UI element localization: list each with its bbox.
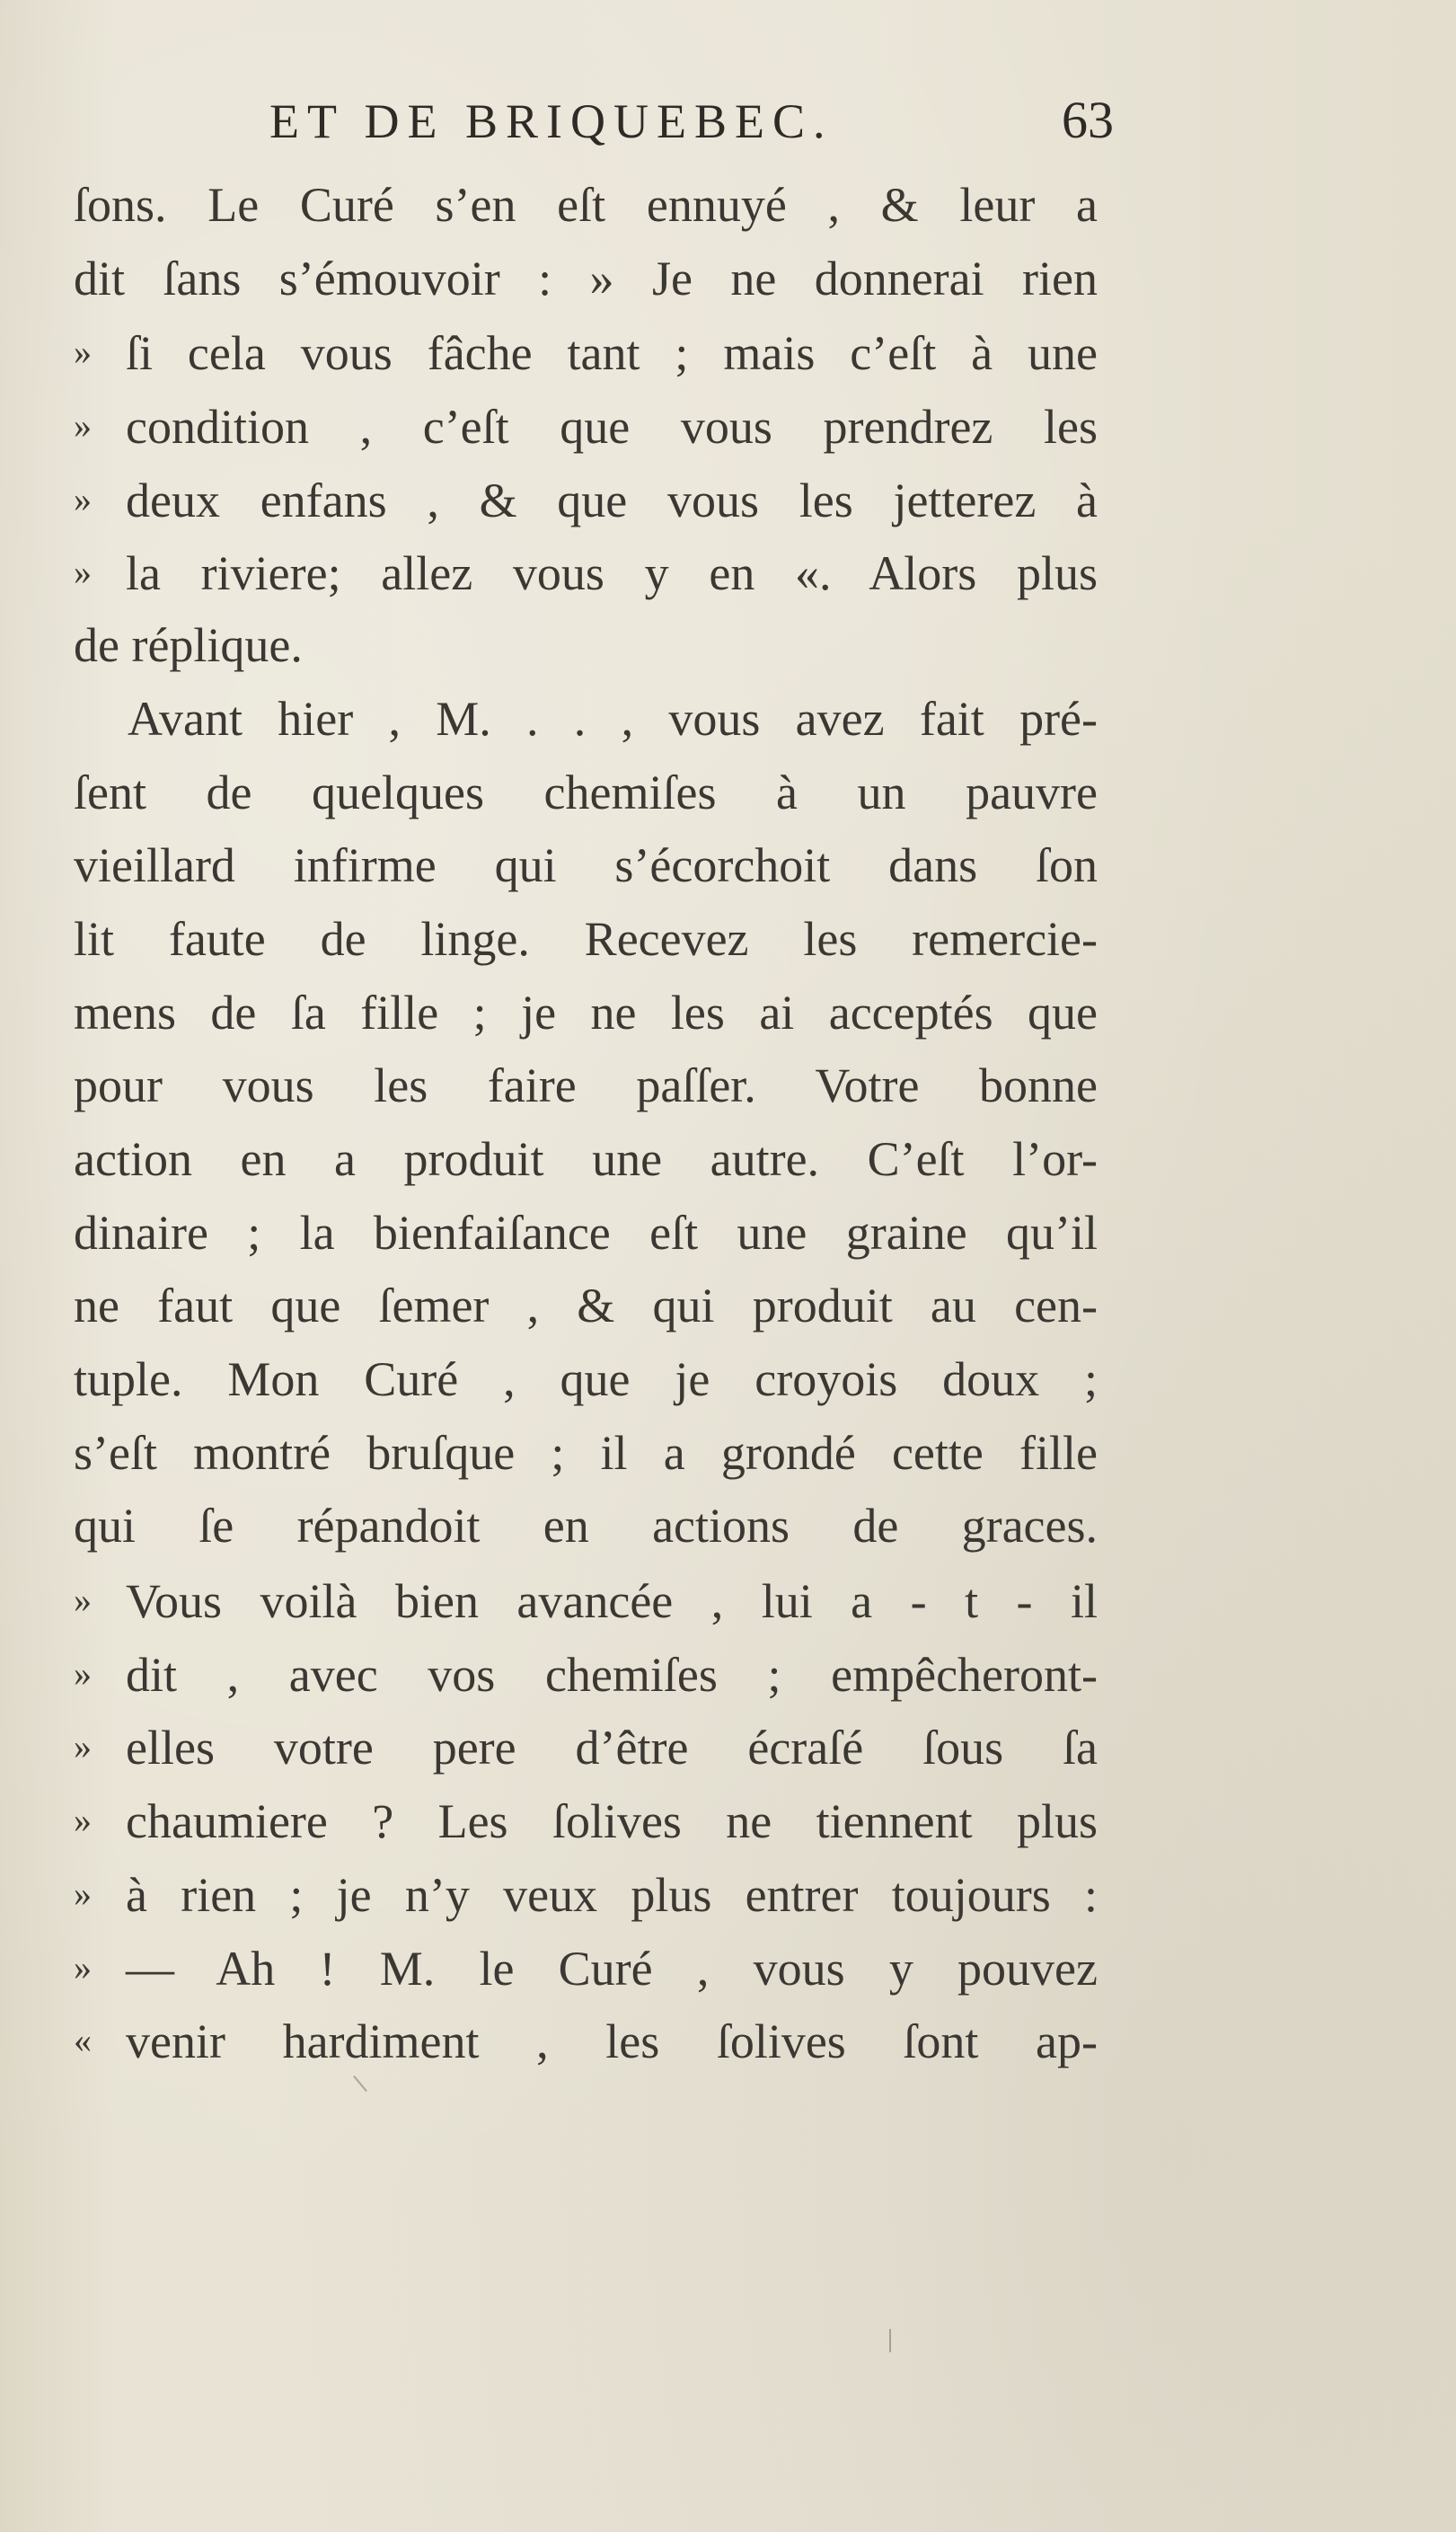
line-text: à rien ; je n’y veux plus entrer toujours :: [126, 1867, 1098, 1922]
line-text: s’eſt montré bruſque ; il a grondé cette fille: [74, 1425, 1098, 1480]
running-head: ET DE BRIQUEBEC.: [269, 94, 834, 148]
text-line: [74, 1563, 1098, 1637]
line-text: mens de ſa fille ; je ne les ai acceptés que: [74, 985, 1098, 1040]
text-line: [74, 169, 1098, 243]
text-line: [74, 389, 1098, 463]
text-line: [74, 2004, 1098, 2077]
text-line: [74, 536, 1098, 609]
text-line: [74, 1857, 1098, 1931]
body-text: [74, 169, 1098, 2077]
text-line: [74, 1490, 1098, 1563]
guillemet-mark: »: [74, 1726, 92, 1767]
text-line: [74, 903, 1098, 977]
text-line: [74, 757, 1098, 830]
line-text: dinaire ; la bienfaiſance eſt une graine qu’il: [74, 1205, 1098, 1260]
line-text: ſi cela vous fâche tant ; mais c’eſt à une: [126, 326, 1098, 381]
line-text: la riviere; allez vous y en «. Alors plus: [126, 546, 1098, 601]
ink-speck: [889, 2329, 891, 2352]
guillemet-mark: »: [74, 1946, 92, 1988]
text-line: [74, 1931, 1098, 2005]
page-header: [269, 93, 1114, 156]
line-text: action en a produit une autre. C’eſt l’or-: [74, 1131, 1098, 1186]
text-line: [74, 683, 1098, 757]
guillemet-mark: «: [74, 2020, 92, 2061]
line-text: qui ſe répandoit en actions de graces.: [74, 1499, 1098, 1554]
guillemet-mark: »: [74, 1800, 92, 1841]
guillemet-mark: »: [74, 1580, 92, 1621]
text-line: [74, 1049, 1098, 1123]
text-line: [74, 1784, 1098, 1857]
line-text: venir hardiment , les ſolives ſont ap-: [126, 2014, 1098, 2069]
line-text: condition , c’eſt que vous prendrez les: [126, 400, 1098, 455]
text-line: [74, 463, 1098, 536]
line-text: chaumiere ? Les ſolives ne tiennent plus: [126, 1794, 1098, 1849]
line-text: ſent de quelques chemiſes à un pauvre: [74, 765, 1098, 819]
line-text: — Ah ! M. le Curé , vous y pouvez: [126, 1941, 1098, 1996]
text-line: [74, 609, 1098, 683]
line-text: elles votre pere d’être écraſé ſous ſa: [126, 1721, 1098, 1775]
text-line: [74, 243, 1098, 316]
line-text: vieillard infirme qui s’écorchoit dans ſon: [74, 838, 1098, 893]
line-text: deux enfans , & que vous les jetterez à: [126, 473, 1098, 527]
line-text: tuple. Mon Curé , que je croyois doux ;: [74, 1352, 1098, 1406]
line-text: ne faut que ſemer , & qui produit au cen-: [74, 1279, 1098, 1333]
line-text: dit , avec vos chemiſes ; empêcheront-: [126, 1647, 1098, 1702]
text-line: [74, 315, 1098, 389]
line-text: Vous voilà bien avancée , lui a - t - il: [126, 1574, 1098, 1629]
line-text: Avant hier , M. . . , vous avez fait pré-: [128, 691, 1098, 746]
text-line: [74, 1417, 1098, 1491]
line-text: dit ſans s’émouvoir : » Je ne donnerai rien: [74, 251, 1098, 305]
line-text: lit faute de linge. Recevez les remercie-: [74, 911, 1098, 966]
ink-speck: [353, 2076, 367, 2092]
guillemet-mark: »: [74, 405, 92, 447]
text-line: [74, 1710, 1098, 1784]
text-line: [74, 1270, 1098, 1343]
text-line: [74, 1197, 1098, 1270]
guillemet-mark: »: [74, 478, 92, 519]
page-number: 63: [1062, 91, 1114, 149]
line-text: ſons. Le Curé s’en eſt ennuyé , & leur a: [74, 178, 1098, 232]
guillemet-mark: »: [74, 552, 92, 593]
guillemet-mark: »: [74, 1652, 92, 1694]
text-line: [74, 829, 1098, 903]
line-text: pour vous les faire paſſer. Votre bonne: [74, 1058, 1098, 1113]
guillemet-mark: »: [74, 1872, 92, 1914]
guillemet-mark: »: [74, 332, 92, 373]
text-line: [74, 1343, 1098, 1417]
line-text: de réplique.: [74, 618, 303, 673]
text-line: [74, 977, 1098, 1050]
text-line: [74, 1123, 1098, 1197]
text-line: [74, 1637, 1098, 1711]
